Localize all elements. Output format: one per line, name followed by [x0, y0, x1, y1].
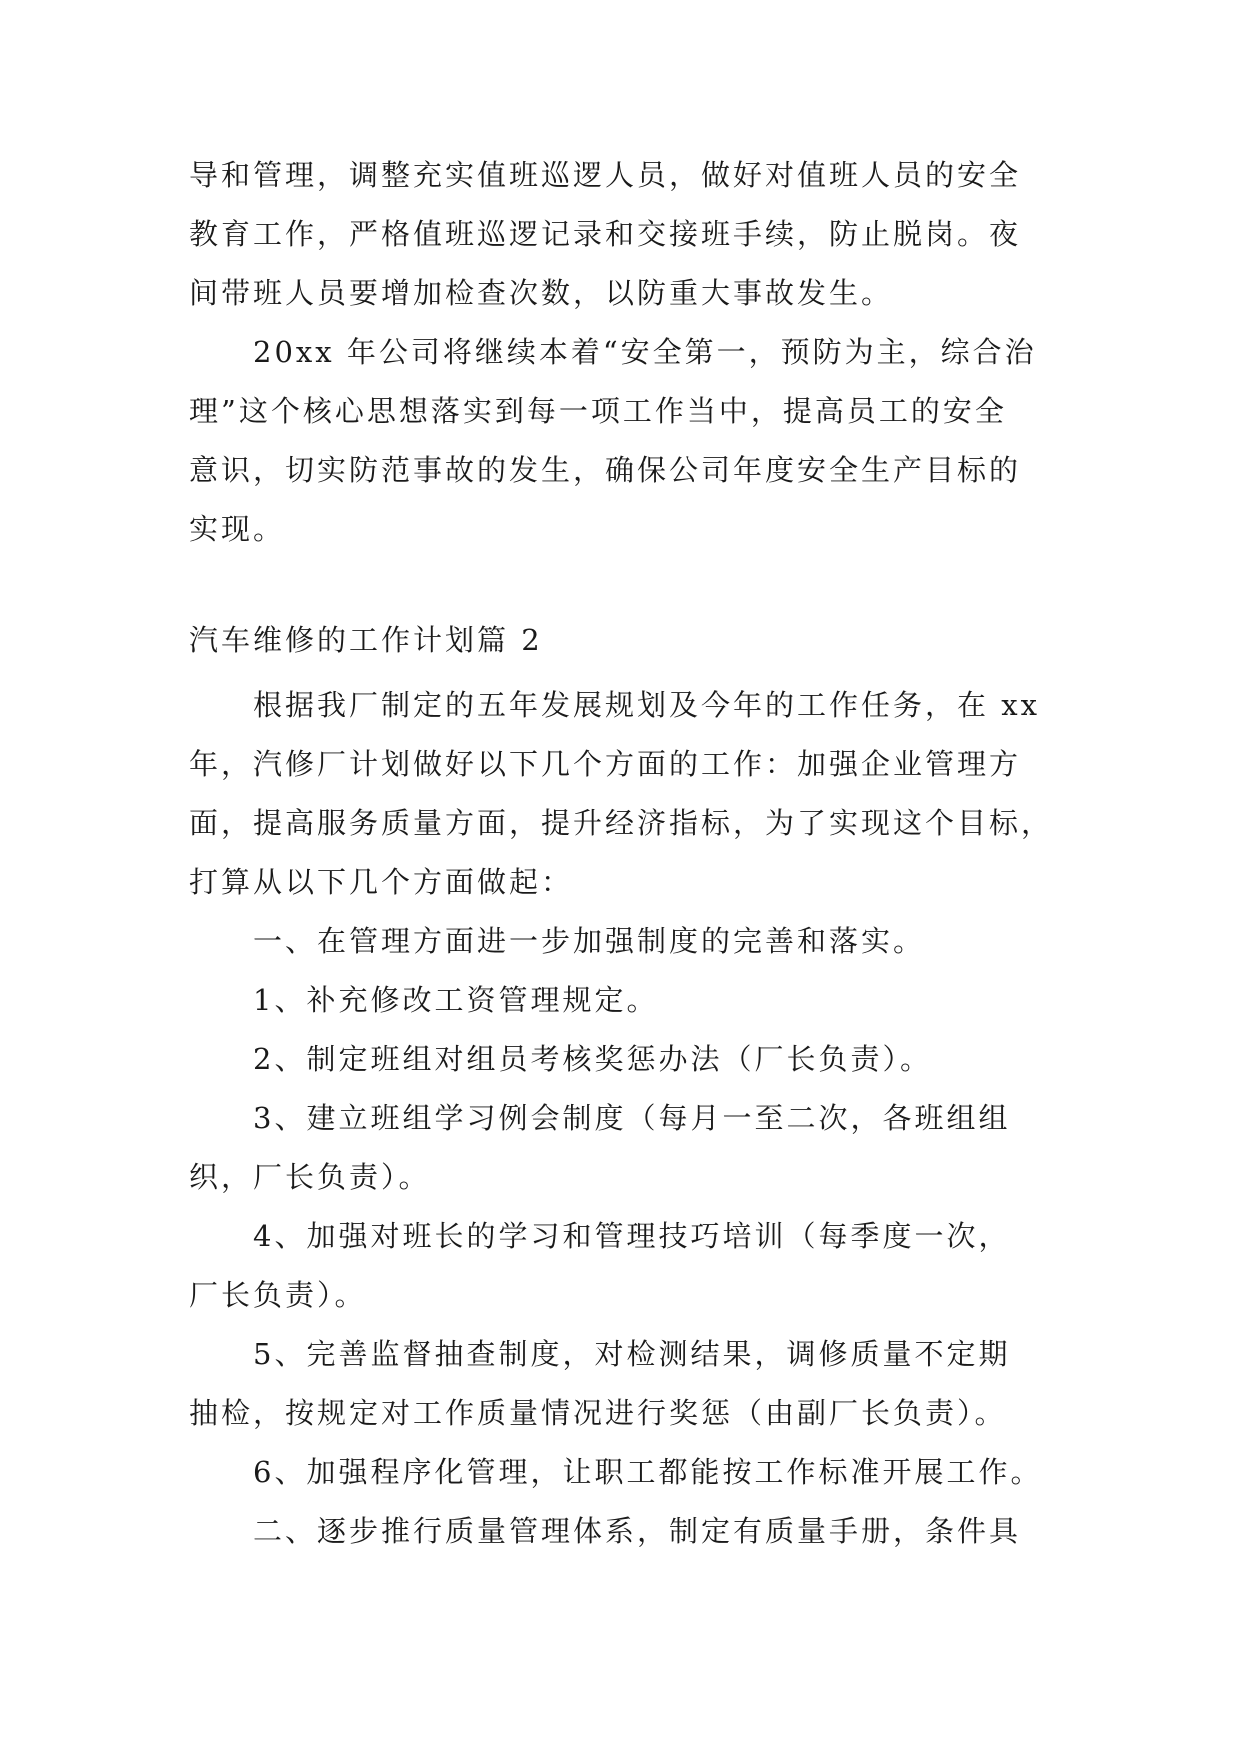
- text-line: 1、补充修改工资管理规定。: [253, 983, 659, 1017]
- text-line: 二、逐步推行质量管理体系，制定有质量手册，条件具: [253, 1514, 1022, 1548]
- text-line: 2、制定班组对组员考核奖惩办法（厂长负责）。: [253, 1042, 932, 1076]
- text-line: 教育工作，严格值班巡逻记录和交接班手续，防止脱岗。夜: [189, 217, 1022, 251]
- text-line: 导和管理，调整充实值班巡逻人员，做好对值班人员的安全: [189, 158, 1022, 192]
- text-line: 意识，切实防范事故的发生，确保公司年度安全生产目标的: [189, 453, 1022, 487]
- text-line: 间带班人员要增加检查次数，以防重大事故发生。: [189, 276, 894, 310]
- text-line: 年，汽修厂计划做好以下几个方面的工作：加强企业管理方: [189, 747, 1022, 781]
- text-line: 根据我厂制定的五年发展规划及今年的工作任务，在 xx: [253, 688, 1040, 722]
- text-line: 面，提高服务质量方面，提升经济指标，为了实现这个目标，: [189, 806, 1054, 840]
- section-heading: 汽车维修的工作计划篇 2: [189, 623, 543, 657]
- text-line: 织，厂长负责）。: [189, 1160, 431, 1194]
- paragraph-block-2: [189, 676, 1061, 1561]
- text-line: 6、加强程序化管理，让职工都能按工作标准开展工作。: [253, 1455, 1043, 1489]
- text-line: 抽检，按规定对工作质量情况进行奖惩（由副厂长负责）。: [189, 1396, 1007, 1430]
- text-line: 一、在管理方面进一步加强制度的完善和落实。: [253, 924, 926, 958]
- text-line: 厂长负责）。: [189, 1278, 367, 1312]
- text-line: 理”这个核心思想落实到每一项工作当中，提高员工的安全: [189, 394, 1007, 428]
- text-line: 实现。: [189, 512, 286, 546]
- text-line: 5、完善监督抽查制度，对检测结果，调修质量不定期: [253, 1337, 1011, 1371]
- text-line: 4、加强对班长的学习和管理技巧培训（每季度一次，: [253, 1219, 1011, 1253]
- text-line: 3、建立班组学习例会制度（每月一至二次，各班组组: [253, 1101, 1011, 1135]
- text-line: 打算从以下几个方面做起：: [189, 865, 574, 899]
- text-line: 20xx 年公司将继续本着“安全第一，预防为主，综合治: [253, 335, 1037, 369]
- paragraph-block-1: [189, 146, 1061, 559]
